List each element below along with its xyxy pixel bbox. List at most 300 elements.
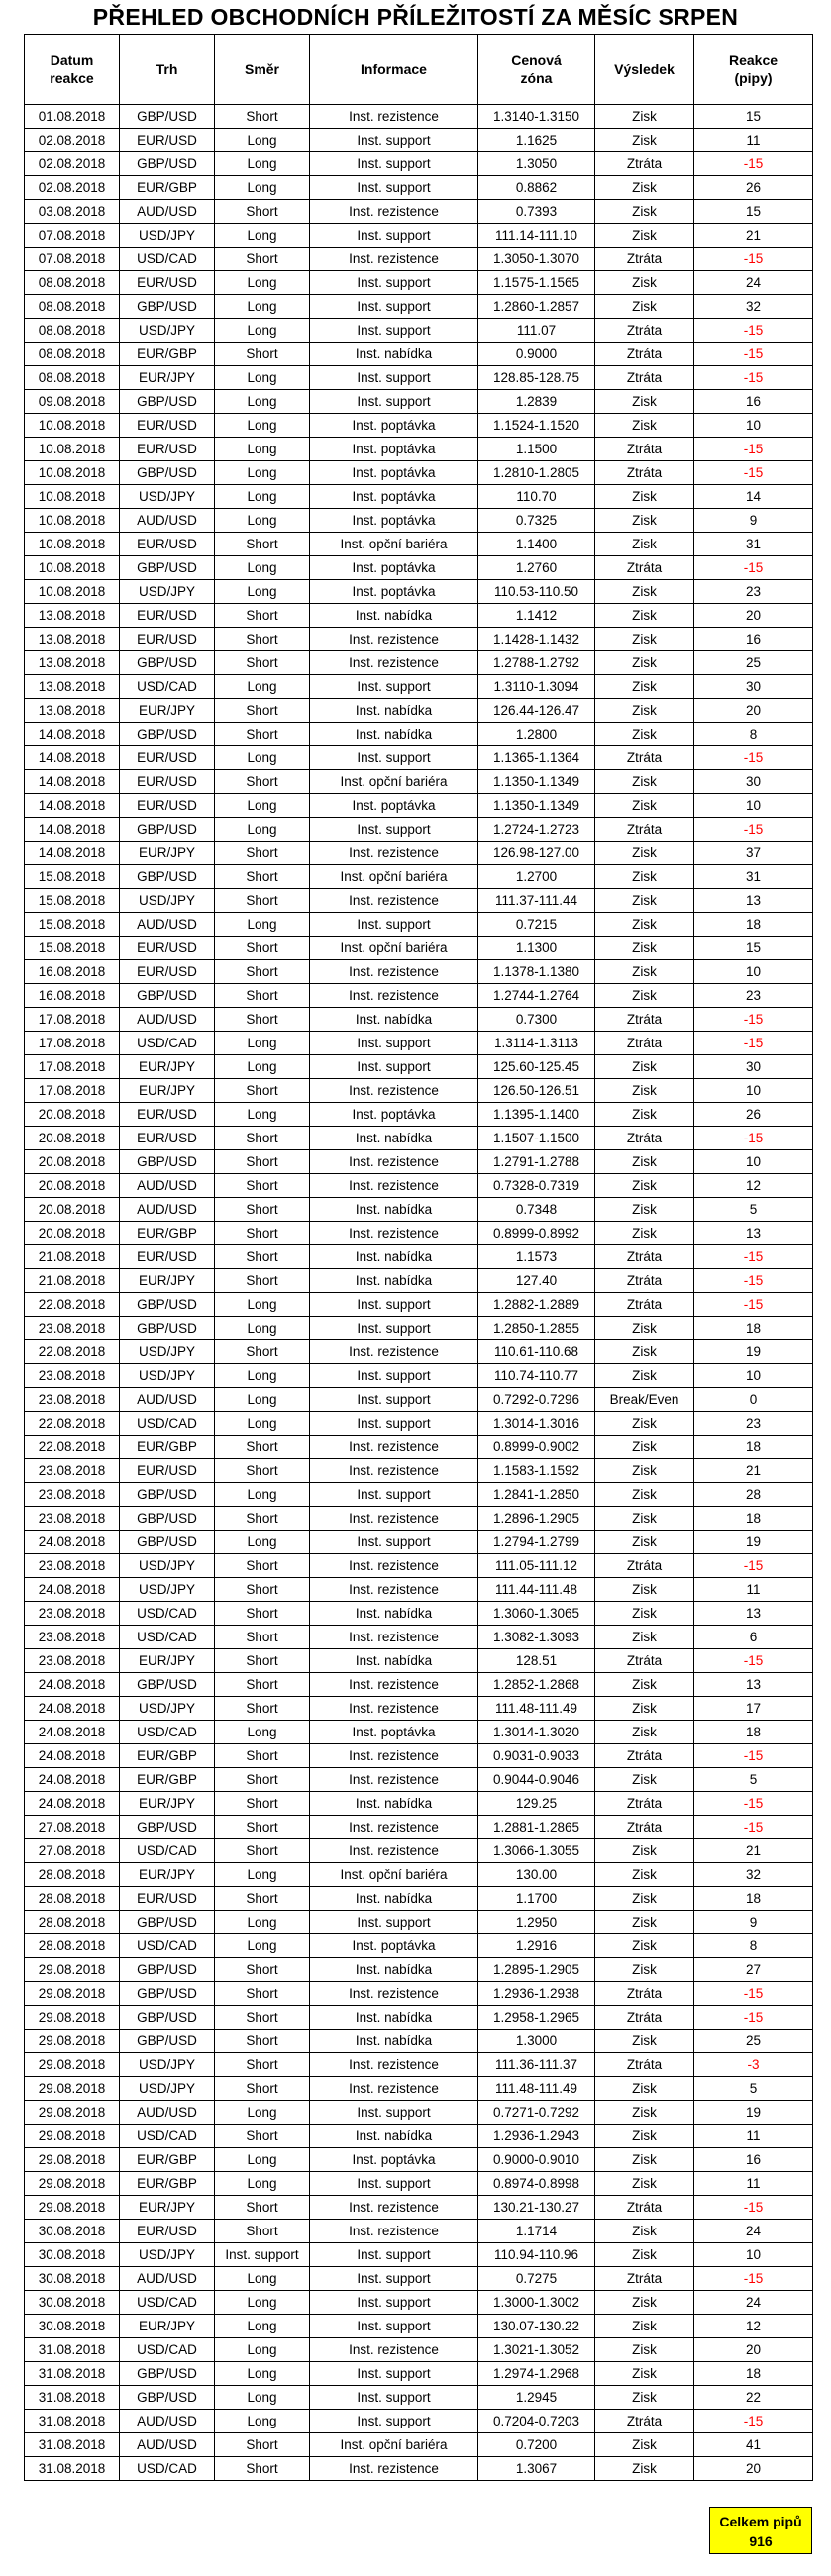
cell-result: Ztráta: [595, 2196, 694, 2220]
cell-result: Zisk: [595, 865, 694, 889]
cell-market: USD/CAD: [120, 1626, 215, 1649]
table-row: [25, 2338, 813, 2362]
cell-direction: Long: [215, 2362, 310, 2386]
cell-market: USD/CAD: [120, 1602, 215, 1626]
cell-market: USD/JPY: [120, 1364, 215, 1388]
cell-market: EUR/USD: [120, 438, 215, 461]
table-row: [25, 2315, 813, 2338]
cell-reaction: -3: [694, 2053, 813, 2077]
cell-reaction: 20: [694, 2338, 813, 2362]
cell-info: Inst. rezistence: [310, 1982, 478, 2006]
cell-info: Inst. support: [310, 176, 478, 200]
cell-direction: Long: [215, 675, 310, 699]
cell-direction: Long: [215, 414, 310, 438]
cell-direction: Short: [215, 533, 310, 556]
cell-date: 09.08.2018: [25, 390, 120, 414]
cell-reaction: 12: [694, 1174, 813, 1198]
table-row: [25, 889, 813, 913]
cell-result: Zisk: [595, 1934, 694, 1958]
cell-info: Inst. support: [310, 1364, 478, 1388]
cell-direction: Long: [215, 1317, 310, 1340]
cell-reaction: 10: [694, 1079, 813, 1103]
cell-zone: 1.1500: [478, 438, 595, 461]
cell-date: 13.08.2018: [25, 651, 120, 675]
cell-direction: Long: [215, 295, 310, 319]
cell-date: 13.08.2018: [25, 628, 120, 651]
cell-date: 23.08.2018: [25, 1364, 120, 1388]
cell-market: USD/JPY: [120, 2243, 215, 2267]
cell-zone: 1.1573: [478, 1245, 595, 1269]
cell-result: Zisk: [595, 1174, 694, 1198]
cell-result: Ztráta: [595, 1032, 694, 1055]
table-row: [25, 818, 813, 842]
cell-info: Inst. nabídka: [310, 1127, 478, 1150]
cell-direction: Long: [215, 2148, 310, 2172]
cell-date: 10.08.2018: [25, 509, 120, 533]
cell-zone: 1.2936-1.2943: [478, 2125, 595, 2148]
cell-date: 29.08.2018: [25, 2053, 120, 2077]
cell-result: Zisk: [595, 1887, 694, 1911]
table-row: [25, 1222, 813, 1245]
cell-market: AUD/USD: [120, 2433, 215, 2457]
cell-zone: 1.3021-1.3052: [478, 2338, 595, 2362]
cell-reaction: 6: [694, 1626, 813, 1649]
table-row: [25, 176, 813, 200]
cell-direction: Short: [215, 1602, 310, 1626]
cell-market: GBP/USD: [120, 556, 215, 580]
cell-reaction: 11: [694, 1578, 813, 1602]
table-row: [25, 1364, 813, 1388]
cell-result: Zisk: [595, 2101, 694, 2125]
cell-date: 27.08.2018: [25, 1816, 120, 1839]
cell-date: 24.08.2018: [25, 1721, 120, 1744]
cell-market: USD/JPY: [120, 224, 215, 248]
cell-date: 22.08.2018: [25, 1436, 120, 1459]
cell-reaction: 20: [694, 699, 813, 723]
cell-direction: Long: [215, 509, 310, 533]
cell-date: 23.08.2018: [25, 1483, 120, 1507]
cell-zone: 1.2839: [478, 390, 595, 414]
cell-result: Ztráta: [595, 1982, 694, 2006]
cell-info: Inst. nabídka: [310, 1269, 478, 1293]
cell-date: 14.08.2018: [25, 818, 120, 842]
cell-date: 21.08.2018: [25, 1245, 120, 1269]
cell-direction: Long: [215, 1364, 310, 1388]
cell-result: Zisk: [595, 1198, 694, 1222]
cell-market: AUD/USD: [120, 1174, 215, 1198]
cell-reaction: 25: [694, 2030, 813, 2053]
cell-date: 08.08.2018: [25, 366, 120, 390]
cell-date: 02.08.2018: [25, 129, 120, 152]
cell-reaction: -15: [694, 1744, 813, 1768]
cell-result: Ztráta: [595, 746, 694, 770]
cell-market: EUR/USD: [120, 770, 215, 794]
cell-info: Inst. rezistence: [310, 1697, 478, 1721]
cell-info: Inst. support: [310, 1412, 478, 1436]
cell-zone: 111.36-111.37: [478, 2053, 595, 2077]
cell-market: EUR/GBP: [120, 1222, 215, 1245]
cell-zone: 0.7393: [478, 200, 595, 224]
cell-info: Inst. nabídka: [310, 1792, 478, 1816]
table-row: [25, 1839, 813, 1863]
cell-market: USD/JPY: [120, 485, 215, 509]
cell-info: Inst. nabídka: [310, 1887, 478, 1911]
cell-direction: Short: [215, 1174, 310, 1198]
cell-reaction: 19: [694, 2101, 813, 2125]
cell-zone: 1.1714: [478, 2220, 595, 2243]
cell-reaction: 28: [694, 1483, 813, 1507]
cell-reaction: 5: [694, 2077, 813, 2101]
header-date: [25, 35, 120, 105]
cell-reaction: -15: [694, 1982, 813, 2006]
cell-market: AUD/USD: [120, 913, 215, 937]
cell-result: Zisk: [595, 271, 694, 295]
table-row: [25, 295, 813, 319]
cell-market: EUR/JPY: [120, 1649, 215, 1673]
cell-reaction: -15: [694, 1293, 813, 1317]
cell-market: EUR/JPY: [120, 2315, 215, 2338]
table-row: [25, 1649, 813, 1673]
cell-info: Inst. support: [310, 2101, 478, 2125]
cell-date: 07.08.2018: [25, 224, 120, 248]
cell-reaction: -15: [694, 746, 813, 770]
cell-zone: 111.44-111.48: [478, 1578, 595, 1602]
cell-reaction: 31: [694, 533, 813, 556]
total-pips-label: Celkem pipů: [719, 2514, 802, 2529]
cell-market: GBP/USD: [120, 2006, 215, 2030]
cell-date: 15.08.2018: [25, 913, 120, 937]
cell-market: EUR/JPY: [120, 1079, 215, 1103]
header-result: Výsledek: [595, 35, 694, 105]
cell-reaction: 30: [694, 770, 813, 794]
cell-direction: Short: [215, 1887, 310, 1911]
cell-info: Inst. nabídka: [310, 1958, 478, 1982]
cell-result: Zisk: [595, 1721, 694, 1744]
cell-result: Ztráta: [595, 2053, 694, 2077]
table-row: [25, 343, 813, 366]
cell-market: GBP/USD: [120, 1531, 215, 1554]
cell-market: GBP/USD: [120, 1483, 215, 1507]
cell-zone: 1.2974-1.2968: [478, 2362, 595, 2386]
cell-market: AUD/USD: [120, 509, 215, 533]
cell-info: Inst. rezistence: [310, 2457, 478, 2481]
cell-direction: Short: [215, 842, 310, 865]
page-title: PŘEHLED OBCHODNÍCH PŘÍLEŽITOSTÍ ZA MĚSÍC SRPEN: [92, 4, 739, 30]
cell-info: Inst. support: [310, 746, 478, 770]
cell-reaction: 17: [694, 1697, 813, 1721]
cell-result: Ztráta: [595, 1127, 694, 1150]
table-row: [25, 1721, 813, 1744]
cell-reaction: 24: [694, 2291, 813, 2315]
cell-zone: 1.3050: [478, 152, 595, 176]
cell-reaction: 18: [694, 1317, 813, 1340]
cell-date: 23.08.2018: [25, 1626, 120, 1649]
cell-result: Zisk: [595, 1626, 694, 1649]
cell-zone: 128.51: [478, 1649, 595, 1673]
cell-direction: Short: [215, 889, 310, 913]
cell-market: GBP/USD: [120, 2386, 215, 2410]
cell-market: EUR/USD: [120, 414, 215, 438]
cell-result: Zisk: [595, 224, 694, 248]
cell-date: 24.08.2018: [25, 1792, 120, 1816]
cell-market: USD/CAD: [120, 1721, 215, 1744]
cell-result: Ztráta: [595, 438, 694, 461]
cell-direction: Short: [215, 2220, 310, 2243]
cell-zone: 130.21-130.27: [478, 2196, 595, 2220]
table-row: [25, 865, 813, 889]
cell-direction: Short: [215, 604, 310, 628]
cell-info: Inst. rezistence: [310, 248, 478, 271]
cell-market: EUR/USD: [120, 1127, 215, 1150]
cell-reaction: 30: [694, 675, 813, 699]
cell-info: Inst. nabídka: [310, 1198, 478, 1222]
cell-direction: Short: [215, 105, 310, 129]
cell-direction: Long: [215, 818, 310, 842]
cell-zone: 111.48-111.49: [478, 1697, 595, 1721]
cell-direction: Long: [215, 1483, 310, 1507]
cell-direction: Short: [215, 651, 310, 675]
cell-reaction: -15: [694, 1245, 813, 1269]
cell-zone: 1.3014-1.3020: [478, 1721, 595, 1744]
cell-date: 02.08.2018: [25, 152, 120, 176]
cell-date: 24.08.2018: [25, 1578, 120, 1602]
cell-direction: Short: [215, 1150, 310, 1174]
cell-result: Break/Even: [595, 1388, 694, 1412]
cell-info: Inst. support: [310, 675, 478, 699]
cell-info: Inst. nabídka: [310, 1245, 478, 1269]
cell-market: GBP/USD: [120, 1911, 215, 1934]
cell-date: 22.08.2018: [25, 1412, 120, 1436]
cell-market: USD/CAD: [120, 1412, 215, 1436]
table-row: [25, 2267, 813, 2291]
cell-direction: Short: [215, 1507, 310, 1531]
cell-market: EUR/GBP: [120, 1744, 215, 1768]
cell-direction: Short: [215, 1459, 310, 1483]
header-info: Informace: [310, 35, 478, 105]
cell-reaction: 13: [694, 889, 813, 913]
cell-info: Inst. support: [310, 1293, 478, 1317]
cell-zone: 1.2945: [478, 2386, 595, 2410]
cell-reaction: -15: [694, 2006, 813, 2030]
cell-date: 28.08.2018: [25, 1887, 120, 1911]
cell-date: 30.08.2018: [25, 2220, 120, 2243]
cell-direction: Short: [215, 1649, 310, 1673]
cell-market: EUR/USD: [120, 2220, 215, 2243]
cell-date: 29.08.2018: [25, 2006, 120, 2030]
cell-result: Ztráta: [595, 1816, 694, 1839]
cell-reaction: -15: [694, 2267, 813, 2291]
table-row: [25, 628, 813, 651]
cell-direction: Long: [215, 1293, 310, 1317]
cell-info: Inst. rezistence: [310, 1436, 478, 1459]
cell-result: Zisk: [595, 105, 694, 129]
cell-info: Inst. support: [310, 818, 478, 842]
cell-zone: 0.7204-0.7203: [478, 2410, 595, 2433]
cell-reaction: 18: [694, 1721, 813, 1744]
cell-reaction: 15: [694, 105, 813, 129]
cell-info: Inst. rezistence: [310, 1744, 478, 1768]
cell-date: 22.08.2018: [25, 1293, 120, 1317]
cell-reaction: -15: [694, 343, 813, 366]
cell-reaction: 26: [694, 1103, 813, 1127]
cell-info: Inst. rezistence: [310, 1459, 478, 1483]
cell-result: Zisk: [595, 2148, 694, 2172]
cell-info: Inst. support: [310, 1388, 478, 1412]
cell-date: 29.08.2018: [25, 2101, 120, 2125]
cell-info: Inst. support: [310, 1911, 478, 1934]
cell-zone: 111.05-111.12: [478, 1554, 595, 1578]
cell-direction: Long: [215, 2172, 310, 2196]
table-row: [25, 1744, 813, 1768]
cell-info: Inst. rezistence: [310, 1222, 478, 1245]
cell-info: Inst. rezistence: [310, 105, 478, 129]
cell-info: Inst. poptávka: [310, 794, 478, 818]
table-row: [25, 1198, 813, 1222]
cell-result: Zisk: [595, 1602, 694, 1626]
cell-direction: Long: [215, 1934, 310, 1958]
cell-info: Inst. rezistence: [310, 1079, 478, 1103]
cell-zone: 0.7328-0.7319: [478, 1174, 595, 1198]
cell-market: USD/CAD: [120, 675, 215, 699]
cell-direction: Short: [215, 1768, 310, 1792]
cell-zone: 111.14-111.10: [478, 224, 595, 248]
cell-result: Zisk: [595, 1459, 694, 1483]
cell-zone: 1.1583-1.1592: [478, 1459, 595, 1483]
cell-info: Inst. support: [310, 1032, 478, 1055]
cell-market: USD/CAD: [120, 2457, 215, 2481]
cell-date: 10.08.2018: [25, 461, 120, 485]
cell-reaction: -15: [694, 556, 813, 580]
cell-result: Ztráta: [595, 319, 694, 343]
cell-zone: 1.2895-1.2905: [478, 1958, 595, 1982]
cell-info: Inst. poptávka: [310, 556, 478, 580]
cell-date: 08.08.2018: [25, 319, 120, 343]
cell-market: GBP/USD: [120, 2362, 215, 2386]
cell-info: Inst. support: [310, 2172, 478, 2196]
cell-market: AUD/USD: [120, 2267, 215, 2291]
cell-zone: 1.3060-1.3065: [478, 1602, 595, 1626]
cell-date: 30.08.2018: [25, 2243, 120, 2267]
table-row: [25, 651, 813, 675]
table-row: [25, 1863, 813, 1887]
cell-zone: 0.7292-0.7296: [478, 1388, 595, 1412]
cell-reaction: 14: [694, 485, 813, 509]
cell-info: Inst. support: [310, 224, 478, 248]
cell-direction: Long: [215, 271, 310, 295]
cell-reaction: 13: [694, 1673, 813, 1697]
cell-reaction: 27: [694, 1958, 813, 1982]
cell-zone: 110.74-110.77: [478, 1364, 595, 1388]
cell-result: Ztráta: [595, 1269, 694, 1293]
cell-zone: 0.8862: [478, 176, 595, 200]
cell-market: EUR/USD: [120, 628, 215, 651]
cell-zone: 1.3050-1.3070: [478, 248, 595, 271]
cell-info: Inst. rezistence: [310, 889, 478, 913]
cell-market: EUR/USD: [120, 937, 215, 960]
header-zone-line1: Cenová: [511, 52, 562, 68]
cell-reaction: 23: [694, 580, 813, 604]
header-date-line1: Datum: [50, 52, 94, 68]
table-row: [25, 1792, 813, 1816]
cell-direction: Short: [215, 1198, 310, 1222]
cell-reaction: -15: [694, 818, 813, 842]
cell-zone: 1.1300: [478, 937, 595, 960]
cell-result: Zisk: [595, 723, 694, 746]
table-row: [25, 271, 813, 295]
cell-info: Inst. rezistence: [310, 2196, 478, 2220]
cell-result: Ztráta: [595, 461, 694, 485]
cell-reaction: -15: [694, 1008, 813, 1032]
header-zone-line2: zóna: [520, 70, 553, 86]
cell-info: Inst. support: [310, 2267, 478, 2291]
cell-market: AUD/USD: [120, 2410, 215, 2433]
cell-zone: 1.2958-1.2965: [478, 2006, 595, 2030]
cell-reaction: 18: [694, 1436, 813, 1459]
table-row: [25, 770, 813, 794]
cell-market: AUD/USD: [120, 2101, 215, 2125]
cell-date: 23.08.2018: [25, 1554, 120, 1578]
cell-result: Zisk: [595, 1412, 694, 1436]
cell-info: Inst. support: [310, 271, 478, 295]
table-row: [25, 1103, 813, 1127]
table-row: [25, 1245, 813, 1269]
cell-zone: 1.3110-1.3094: [478, 675, 595, 699]
cell-reaction: 21: [694, 1839, 813, 1863]
cell-direction: Short: [215, 1079, 310, 1103]
cell-market: EUR/USD: [120, 271, 215, 295]
cell-market: USD/CAD: [120, 1032, 215, 1055]
cell-reaction: 24: [694, 2220, 813, 2243]
cell-date: 24.08.2018: [25, 1744, 120, 1768]
cell-date: 10.08.2018: [25, 556, 120, 580]
cell-market: GBP/USD: [120, 723, 215, 746]
cell-info: Inst. rezistence: [310, 2077, 478, 2101]
table-row: [25, 2006, 813, 2030]
table-row: [25, 1008, 813, 1032]
cell-result: Ztráta: [595, 1792, 694, 1816]
cell-result: Zisk: [595, 2291, 694, 2315]
table-row: [25, 1673, 813, 1697]
cell-info: Inst. poptávka: [310, 414, 478, 438]
cell-reaction: -15: [694, 2196, 813, 2220]
cell-direction: Short: [215, 2196, 310, 2220]
cell-zone: 1.2800: [478, 723, 595, 746]
cell-reaction: 13: [694, 1602, 813, 1626]
table-row: [25, 1982, 813, 2006]
cell-result: Zisk: [595, 913, 694, 937]
cell-result: Zisk: [595, 937, 694, 960]
cell-reaction: -15: [694, 1269, 813, 1293]
cell-direction: Long: [215, 746, 310, 770]
cell-zone: 1.1412: [478, 604, 595, 628]
table-row: [25, 1055, 813, 1079]
cell-zone: 110.53-110.50: [478, 580, 595, 604]
cell-zone: 1.2850-1.2855: [478, 1317, 595, 1340]
cell-zone: 0.7271-0.7292: [478, 2101, 595, 2125]
cell-zone: 1.2724-1.2723: [478, 818, 595, 842]
table-row: [25, 1412, 813, 1436]
cell-direction: Short: [215, 865, 310, 889]
cell-info: Inst. rezistence: [310, 842, 478, 865]
table-row: [25, 746, 813, 770]
table-row: [25, 794, 813, 818]
cell-reaction: 23: [694, 1412, 813, 1436]
table-row: [25, 2362, 813, 2386]
cell-reaction: -15: [694, 1792, 813, 1816]
cell-zone: 0.8999-0.9002: [478, 1436, 595, 1459]
cell-direction: Short: [215, 2077, 310, 2101]
cell-market: USD/CAD: [120, 2338, 215, 2362]
